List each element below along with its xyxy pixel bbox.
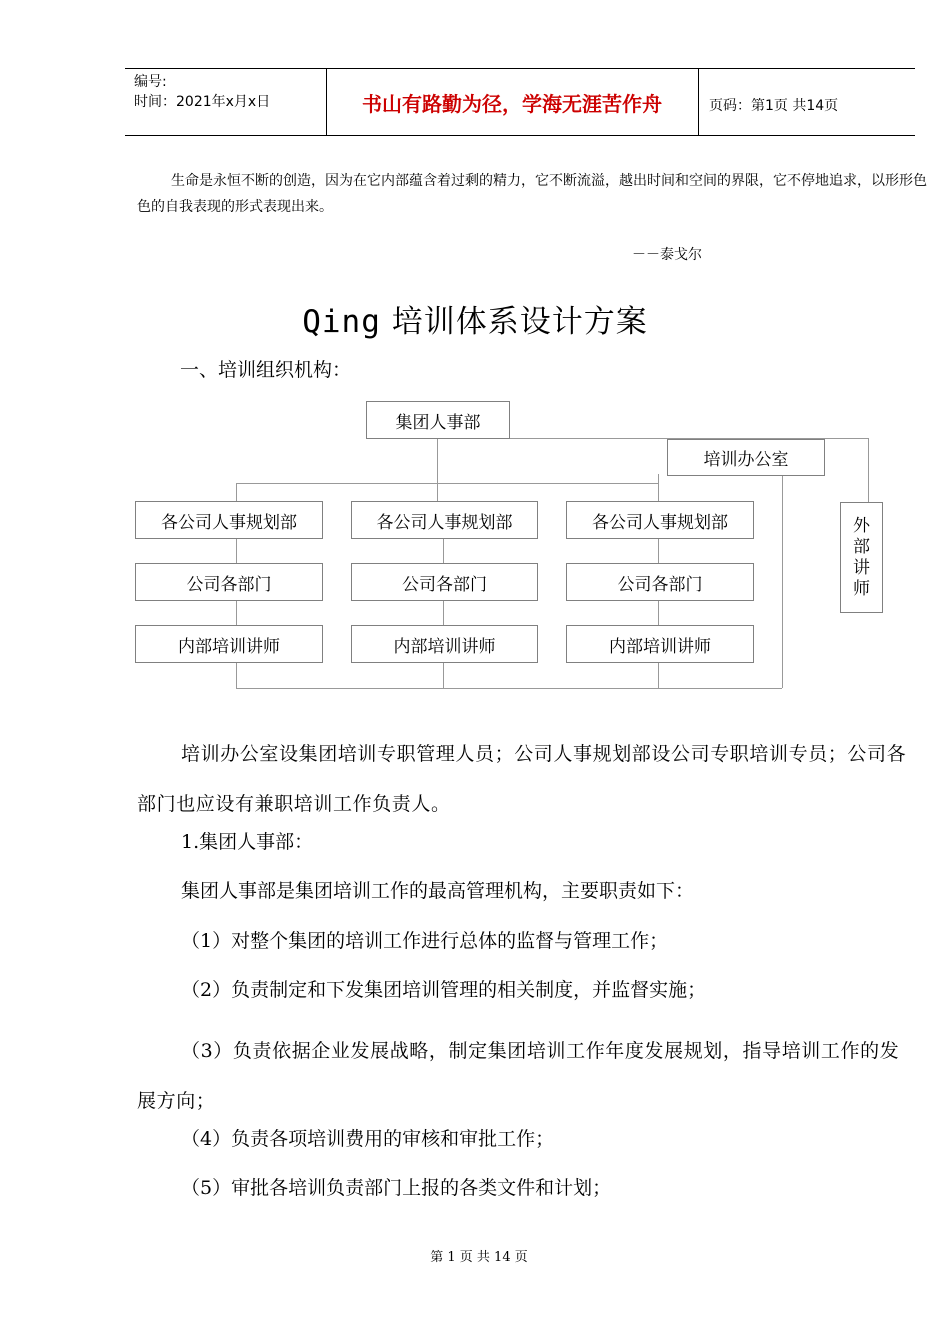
header-page-label: 页码：第1页 共14页 [709, 98, 839, 114]
connector [236, 688, 782, 689]
org-company-dept: 公司各部门 [351, 563, 538, 601]
org-external-char: 讲 [853, 557, 870, 578]
header-bottom-rule [125, 135, 915, 136]
connector [782, 474, 783, 688]
connector [658, 538, 659, 688]
connector [658, 474, 659, 502]
connector [236, 538, 237, 688]
connector [443, 538, 444, 688]
page-footer: 第 1 页 共 14 页 [430, 1250, 528, 1265]
list-item: （4）负责各项培训费用的审核和审批工作； [181, 1128, 555, 1150]
org-company-hr-dept: 各公司人事规划部 [351, 501, 538, 539]
header-motto: 书山有路勤为径，学海无涯苦作舟 [362, 92, 662, 116]
org-external-char: 外 [853, 515, 870, 536]
connector [437, 438, 438, 501]
title-latin: Qing [302, 304, 381, 340]
org-company-dept: 公司各部门 [566, 563, 754, 601]
body-subheading: 1.集团人事部： [181, 831, 314, 853]
org-company-hr-dept: 各公司人事规划部 [135, 501, 323, 539]
connector [236, 483, 658, 484]
header-top-rule [125, 68, 915, 69]
connector [868, 438, 869, 502]
org-external-trainer [840, 502, 883, 613]
org-root-hr-dept: 集团人事部 [366, 401, 510, 439]
header-divider-right [698, 68, 699, 135]
org-internal-trainer: 内部培训讲师 [135, 625, 323, 663]
section-heading-org: 一、培训组织机构： [180, 359, 352, 381]
connector [236, 483, 237, 502]
document-title [0, 296, 950, 341]
list-item: （1）对整个集团的培训工作进行总体的监督与管理工作； [181, 930, 669, 952]
opening-quote: 生命是永恒不断的创造，因为在它内部蕴含着过剩的精力，它不断流溢，越出时间和空间的界限，它不停地追求，以形形色色的自我表现的形式表现出来。 [137, 173, 927, 215]
quote-attribution: －－泰戈尔 [632, 247, 702, 263]
title-cjk: 培训体系设计方案 [380, 304, 648, 340]
org-company-hr-dept: 各公司人事规划部 [566, 501, 754, 539]
body-paragraph: 集团人事部是集团培训工作的最高管理机构，主要职责如下： [181, 880, 695, 902]
document-number-label: 编号: [134, 74, 167, 90]
list-item: （3）负责依据企业发展战略，制定集团培训工作年度发展规划，指导培训工作的发展方向； [137, 1040, 900, 1112]
org-external-char: 部 [853, 536, 870, 557]
org-internal-trainer: 内部培训讲师 [351, 625, 538, 663]
document-time-label: 时间：2021年x月x日 [134, 94, 271, 110]
list-item: （5）审批各培训负责部门上报的各类文件和计划； [181, 1177, 612, 1199]
list-item: （2）负责制定和下发集团培训管理的相关制度，并监督实施； [181, 979, 707, 1001]
org-internal-trainer: 内部培训讲师 [566, 625, 754, 663]
body-paragraph: 培训办公室设集团培训专职管理人员；公司人事规划部设公司专职培训专员；公司各部门也应设有兼职培训工作负责人。 [137, 743, 907, 815]
org-company-dept: 公司各部门 [135, 563, 323, 601]
org-training-office: 培训办公室 [667, 439, 825, 476]
org-external-char: 师 [853, 578, 870, 599]
